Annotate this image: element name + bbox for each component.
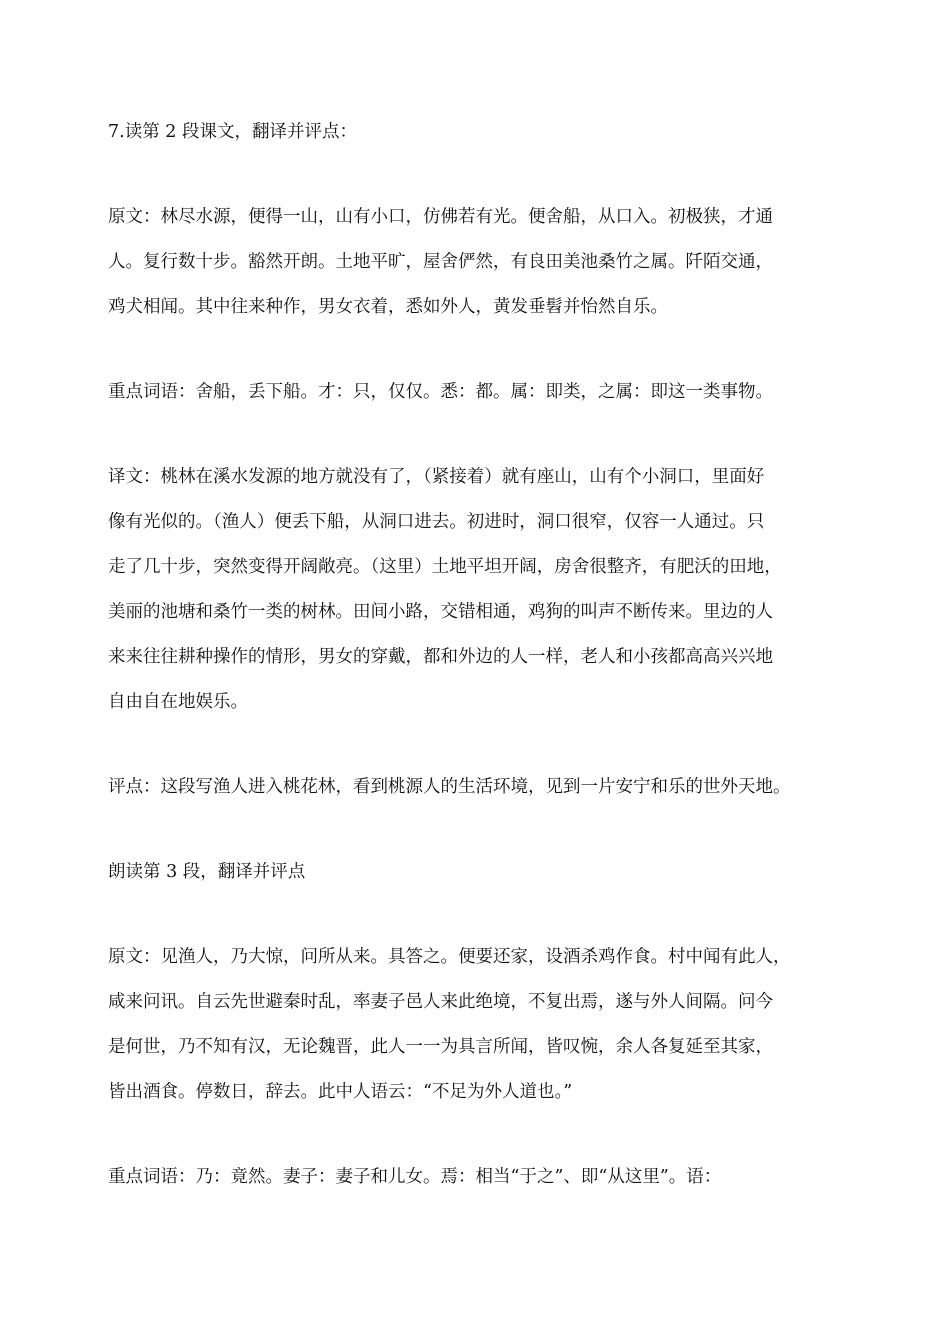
translation-line: 来来往往耕种操作的情形，男女的穿戴，都和外边的人一样，老人和小孩都高高兴兴地 bbox=[108, 647, 773, 667]
original-text-line: 咸来问讯。自云先世避秦时乱，率妻子邑人来此绝境，不复出焉，遂与外人间隔。问今 bbox=[108, 992, 773, 1012]
original-text-line: 是何世，乃不知有汉，无论魏晋，此人一一为具言所闻，皆叹惋，余人各复延至其家， bbox=[108, 1037, 773, 1057]
section-heading-7: 7.读第 2 段课文，翻译并评点： bbox=[108, 122, 357, 142]
original-text-line: 鸡犬相闻。其中往来种作，男女衣着，悉如外人，黄发垂髫并怡然自乐。 bbox=[108, 297, 668, 317]
translation-line: 译文：桃林在溪水发源的地方就没有了，（紧接着）就有座山，山有个小洞口，里面好 bbox=[108, 467, 765, 487]
section-heading-3: 朗读第 3 段，翻译并评点 bbox=[108, 862, 306, 882]
key-words-line: 重点词语：舍船，丢下船。才：只，仅仅。悉：都。属：即类，之属：即这一类事物。 bbox=[108, 382, 773, 402]
comment-line: 评点：这段写渔人进入桃花林，看到桃源人的生活环境，见到一片安宁和乐的世外天地。 bbox=[108, 777, 791, 797]
translation-line: 美丽的池塘和桑竹一类的树林。田间小路，交错相通，鸡狗的叫声不断传来。里边的人 bbox=[108, 602, 773, 622]
key-words-line: 重点词语：乃：竟然。妻子：妻子和儿女。焉：相当“于之”、即“从这里”。语： bbox=[108, 1167, 722, 1187]
original-text-line: 人。复行数十步。豁然开朗。土地平旷，屋舍俨然，有良田美池桑竹之属。阡陌交通， bbox=[108, 252, 773, 272]
original-text-line: 原文：林尽水源，便得一山，山有小口，仿佛若有光。便舍船，从口入。初极狭，才通 bbox=[108, 207, 773, 227]
translation-line: 自由自在地娱乐。 bbox=[108, 692, 248, 712]
translation-line: 像有光似的。（渔人）便丢下船，从洞口进去。初进时，洞口很窄，仅容一人通过。只 bbox=[108, 512, 765, 532]
original-text-line: 原文：见渔人，乃大惊，问所从来。具答之。便要还家，设酒杀鸡作食。村中闻有此人， bbox=[108, 947, 791, 967]
translation-line: 走了几十步，突然变得开阔敞亮。（这里）土地平坦开阔，房舍很整齐，有肥沃的田地， bbox=[108, 557, 782, 577]
original-text-line: 皆出酒食。停数日，辞去。此中人语云：“不足为外人道也。” bbox=[108, 1082, 573, 1102]
